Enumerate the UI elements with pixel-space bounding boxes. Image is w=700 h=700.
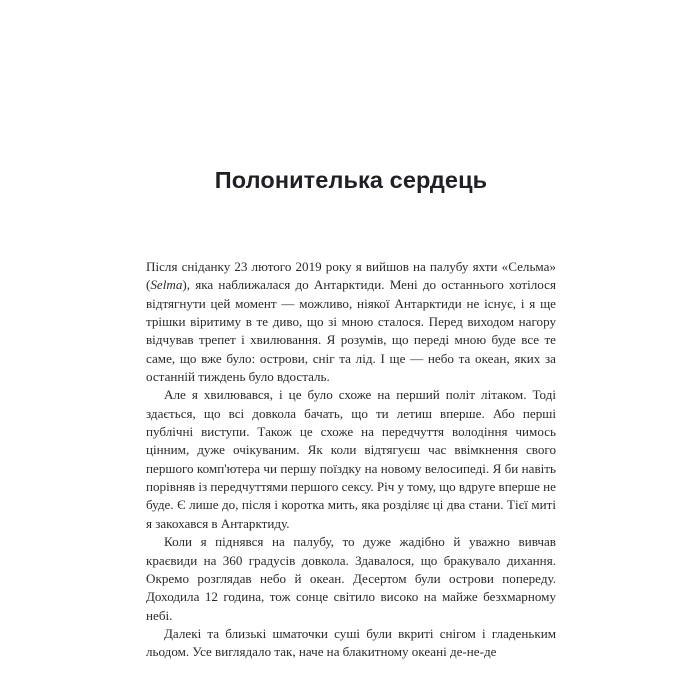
paragraph-2: Але я хвилювався, і це було схоже на перший політ літаком. Тоді здається, що всі довкола бачать, що ти летиш вперше. Або перші публічні виступи. Також це схоже на передчуття володіння чимось цінним, дуже очікуваним. Як коли відтягуєш час ввімкнення свого першого комп'ютера чи першу поїздку на новому велосипеді. Я би навіть порівняв із передчуттями першого сексу. Річ у тому, що вдруге вперше не буде. Є лише до, після і коротка мить, яка розділяє ці два стани. Тієї миті я закохався в Антарктиду. — [146, 387, 556, 531]
paragraph-1 — [146, 258, 556, 386]
paragraph-3: Коли я піднявся на палубу, то дуже жадібно й уважно вивчав краєвиди на 360 градусів довкола. Здавалося, що бракувало дихання. Окремо розглядав небо й океан. Десертом були острови попереду. Доходила 12 година, тож сонце світило високо на майже безхмарному небі. — [146, 534, 556, 623]
paragraph-1-tail: ), яка наближалася до Антарктиди. Мені до останнього хотілося відтягнути цей момент — можливо, ніякої Антарктиди не існує, і я ще трішки віритиму в те диво, що зі мною сталося. Перед виходом нагору відчував трепет і хвилювання. Я розумів, що переді мною буде все те саме, що вже було: острови, сніг та лід. І ще — небо та океан, яких за останній тиждень було вдосталь. — [146, 277, 556, 385]
paragraph-4: Далекі та близькі шматочки суші були вкриті снігом і гладеньким льодом. Усе виглядало так, наче на блакитному океані де-не-де — [146, 625, 556, 660]
book-name-italic: Selma — [150, 277, 183, 293]
paragraph-1-lead: Після сніданку 23 лютого 2019 року я вийшов на палубу яхти «Сельма» ( — [146, 259, 556, 293]
body-text-block — [146, 258, 556, 662]
chapter-title: Полонителька сердець — [214, 167, 488, 193]
